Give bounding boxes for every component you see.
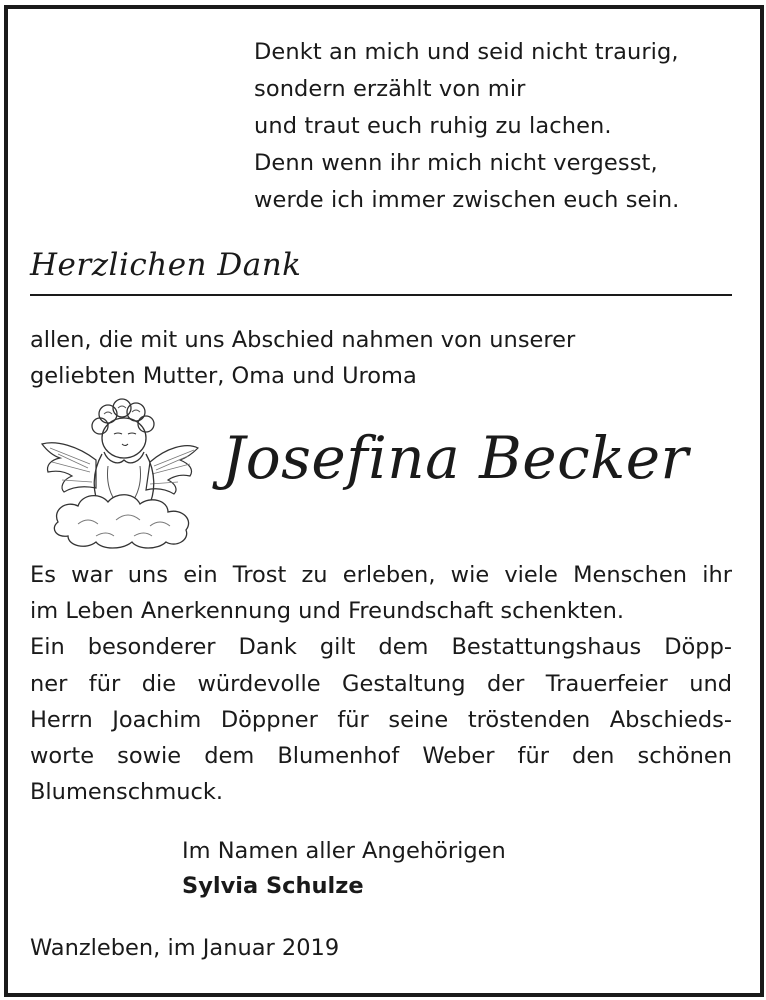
body-line: Blumenschmuck. (30, 779, 224, 806)
body-line: im Leben Anerkennung und Freundschaft schenkten. (30, 598, 624, 625)
thanks-heading: Herzlichen Dank (30, 247, 302, 283)
poem-line: Denn wenn ihr mich nicht vergesst, (254, 150, 658, 176)
body-line: Herrn Joachim Döppner für seine tröstenden Abschieds- (30, 706, 732, 733)
deceased-name: Josefina Becker (222, 424, 689, 492)
signature-block (182, 834, 506, 904)
intro-line: allen, die mit uns Abschied nahmen von unserer (30, 327, 576, 353)
poem-line: und traut euch ruhig zu lachen. (254, 113, 612, 139)
heading-divider (30, 294, 732, 296)
place-date: Wanzleben, im Januar 2019 (30, 935, 340, 961)
poem-line: Denkt an mich und seid nicht traurig, (254, 39, 679, 65)
body-line: Es war uns ein Trost zu erleben, wie viele Menschen ihr (30, 562, 732, 588)
poem-line: werde ich immer zwischen euch sein. (254, 187, 680, 213)
intro-text (30, 322, 575, 394)
angel-cherub-icon (38, 392, 202, 552)
thanks-body (30, 557, 732, 810)
body-line: worte sowie dem Blumenhof Weber für den schönen (30, 742, 732, 769)
memorial-poem (254, 34, 679, 219)
intro-line: geliebten Mutter, Oma und Uroma (30, 363, 417, 389)
signature-intro: Im Namen aller Angehörigen (182, 838, 506, 864)
body-line: ner für die würdevolle Gestaltung der Trauerfeier und (30, 670, 732, 697)
body-line: Ein besonderer Dank gilt dem Bestattungshaus Döpp- (30, 634, 732, 661)
signer-name: Sylvia Schulze (182, 873, 364, 899)
poem-line: sondern erzählt von mir (254, 76, 526, 102)
